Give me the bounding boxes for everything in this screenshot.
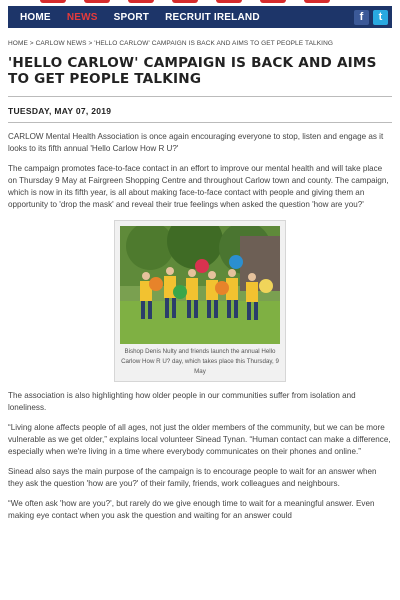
nav-item-recruit-ireland[interactable]: RECRUIT IRELAND — [165, 11, 260, 23]
social-links — [354, 10, 388, 25]
article-figure — [114, 220, 286, 382]
site-logo-strip — [0, 0, 400, 6]
breadcrumb[interactable]: HOME > CARLOW NEWS > 'HELLO CARLOW' CAMPAIGN IS BACK AND AIMS TO GET PEOPLE TALKING — [8, 40, 334, 47]
article-paragraph: “We often ask 'how are you?', but rarely do we give enough time to wait for a meaningful answer. Even making eye contact when you ask the question and waiting for an answer could — [8, 499, 375, 520]
photo-caption: Bishop Denis Nulty and friends launch the annual Hello Carlow How R U? day, which takes place this Thursday, 9 May — [121, 348, 279, 375]
article-paragraph: “Living alone affects people of all ages, not just the older members of the community, but we can be more vulnerable as we get older,” explains local volunteer Sinead Tynan. “Human contact can make a difference, especially when we're living in a time where everybody communicates on their phones and online.” — [8, 423, 391, 456]
article-paragraph: CARLOW Mental Health Association is once again encouraging everyone to stop, listen and engage as it looks to its fifth annual 'Hello Carlow How R U?' — [8, 132, 384, 153]
divider — [8, 96, 392, 97]
twitter-icon[interactable]: t — [373, 10, 388, 25]
article-paragraph: The association is also highlighting how older people in our communities suffer from isolation and loneliness. — [8, 391, 356, 412]
article-paragraph: The campaign promotes face-to-face contact in an effort to improve our mental health and will take place on Thursday 9 May at Fairgreen Shopping Centre and throughout Carlow town and county. The campaign, which is now in its fifth year, is all about making face-to-face contact with people and giving them an opportunity to 'drop the mask' and reveal their true feelings when asked the question 'how are you?' — [8, 164, 389, 209]
article-date: TUESDAY, MAY 07, 2019 — [8, 106, 112, 116]
nav-item-home[interactable]: HOME — [20, 11, 51, 23]
article-title: 'HELLO CARLOW' CAMPAIGN IS BACK AND AIMS TO GET PEOPLE TALKING — [8, 55, 377, 87]
nav-item-sport[interactable]: SPORT — [113, 11, 150, 23]
facebook-icon[interactable]: f — [354, 10, 369, 25]
divider — [8, 122, 392, 123]
article-paragraph: Sinead also says the main purpose of the campaign is to encourage people to wait for an answer when they ask the question 'how are you?' of their family, friends, work colleagues and neighbours. — [8, 467, 377, 488]
article-photo — [120, 226, 280, 344]
main-navbar — [8, 6, 392, 28]
nav-item-news[interactable]: NEWS — [66, 11, 98, 23]
